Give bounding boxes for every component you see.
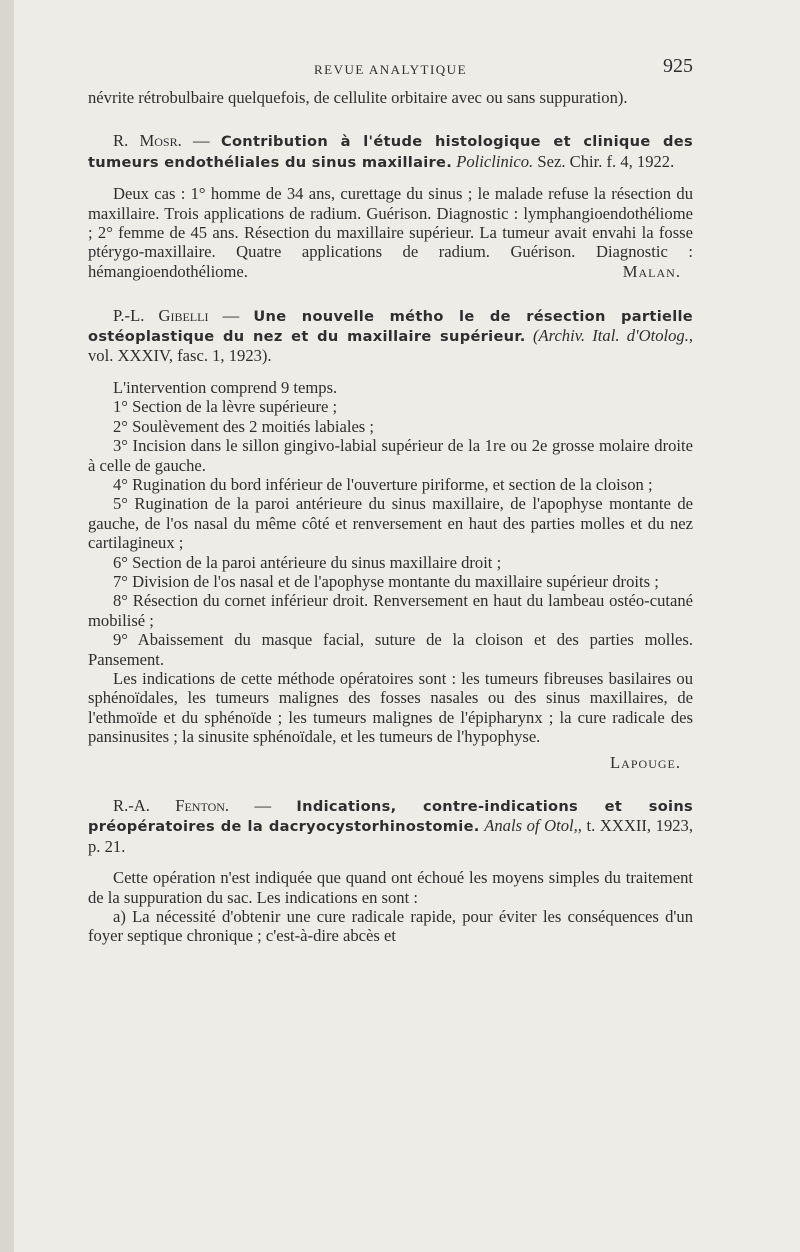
indications-paragraph: Les indications de cette méthode opératoires sont : les tumeurs fibreuses basilaires ou sphénoïdales, les tumeurs malignes des fosses nasales ou des sinus maxillaires, de l'ethmoïde et du sphénoïde ; les tumeurs malignes de l'épipharynx ; la cure radicale des pansinusites ; la sinusite sphénoïdale, et les tumeurs de l'hypophyse. (88, 668, 693, 747)
step-item: 7° Division de l'os nasal et de l'apophyse montante du maxillaire supérieur droits ; (113, 571, 659, 591)
article-title: Indications, contre-indications et soins préopératoires de la dacryocystorhinostomie. (88, 798, 694, 836)
step-item: 9° Abaissement du masque facial, suture de la cloison et des parties molles. Pansement. (88, 630, 693, 669)
review-entry-fenton (88, 796, 693, 946)
author: R.-A. Fenton. (113, 796, 230, 815)
citation (88, 131, 693, 172)
step-item: 4° Rugination du bord inférieur de l'ouverture piriforme, et section de la cloison ; (113, 474, 653, 494)
summary-paragraph: Cette opération n'est indiquée que quand ont échoué les moyens simples du traitement de la suppuration du sac. Les indications en sont : (88, 868, 693, 907)
dash: — (229, 796, 297, 815)
journal-name: Anals of Otol,, (484, 816, 582, 836)
summary-paragraph: Deux cas : 1° homme de 34 ans, curettage du sinus ; le malade refuse la résection du maxillaire. Trois applications de radium. Guérison. Diagnostic : lymphangioendothéliome ; 2° femme de 45 ans. Résection du maxillaire supérieur. La tumeur avait envahi la fosse ptérygo-maxillaire. Quatre applications de radium. Guérison. Diagnostic : hémangioendothéliome. (88, 184, 693, 281)
step-item: 8° Résection du cornet inférieur droit. Renversement en haut du lambeau ostéo-cutané mobilisé ; (88, 591, 693, 630)
indication-item-a: a) La nécessité d'obtenir une cure radicale rapide, pour éviter les conséquences d'un foyer septique chronique ; c'est-à-dire abcès et (88, 907, 693, 946)
running-title: REVUE ANALYTIQUE (313, 62, 468, 77)
journal-reference: Sez. Chir. f. 4, 1922. (533, 151, 675, 171)
author: R. Mosr. (113, 131, 182, 151)
dash: — (181, 131, 221, 151)
journal-reference: t. XXXII, 1923, p. 21. (88, 816, 693, 856)
review-entry-mosr (88, 131, 693, 281)
page-content (88, 55, 694, 946)
article-title: Une nouvelle métho le de résection partielle ostéoplastique du nez et du maxillaire supérieur. (88, 307, 694, 346)
author: P.-L. Gibelli (113, 305, 209, 325)
citation (88, 796, 693, 856)
step-item: 2° Soulèvement des 2 moitiés labiales ; (113, 416, 375, 436)
journal-name: (Archiv. Ital. d'Otolog., (532, 326, 693, 346)
step-item: 5° Rugination de la paroi antérieure du sinus maxillaire, de l'apophyse montante de gauche, de l'os nasal du même côté et renversement en haut des parties molles et du nez cartilagineux ; (88, 494, 693, 553)
intro-paragraph: névrite rétrobulbaire quelquefois, de cellulite orbitaire avec ou sans suppuration). (88, 88, 628, 107)
journal-reference: vol. XXXIV, fasc. 1, 1923). (88, 346, 272, 366)
review-entry-gibelli (88, 306, 693, 772)
step-item: 6° Section de la paroi antérieure du sinus maxillaire droit ; (113, 552, 502, 572)
running-head (88, 55, 693, 88)
steps-intro: L'intervention comprend 9 temps. (113, 377, 338, 397)
page-binding-edge (0, 0, 14, 1252)
reviewer-signature: Lapouge. (610, 752, 681, 772)
page-number: 925 (663, 55, 693, 77)
journal-name: Policlinico. (456, 151, 534, 171)
dash: — (208, 305, 254, 325)
step-item: 3° Incision dans le sillon gingivo-labial supérieur de la 1re ou 2e grosse molaire droite à celle de gauche. (88, 436, 693, 475)
citation (88, 306, 693, 366)
article-title: Contribution à l'étude histologique et clinique des tumeurs endothéliales du sinus maxillaire. (88, 133, 693, 171)
reviewer-signature: Malan. (622, 262, 681, 282)
signature-line (88, 753, 693, 772)
step-item: 1° Section de la lèvre supérieure ; (113, 397, 338, 417)
